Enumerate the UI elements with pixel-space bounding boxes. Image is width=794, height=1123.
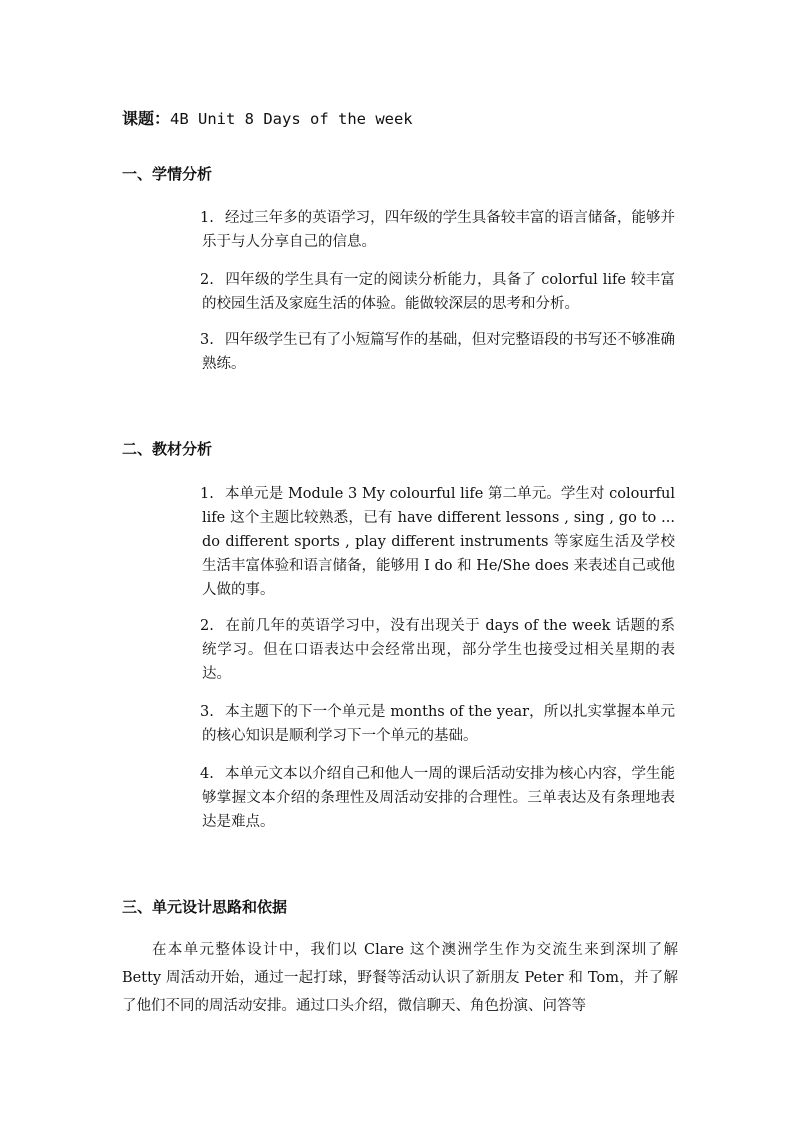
item-text: 经过三年多的英语学习，四年级的学生具备较丰富的语言储备，能够并乐于与人分享自己的信息。 bbox=[202, 210, 675, 250]
item-text: 本主题下的下一个单元是 months of the year，所以扎实掌握本单元的核心知识是顺利学习下一个单元的基础。 bbox=[202, 704, 675, 744]
item-text: 四年级学生已有了小短篇写作的基础，但对完整语段的书写还不够准确熟练。 bbox=[202, 332, 675, 372]
item-number: 2. bbox=[200, 272, 214, 288]
list-item bbox=[175, 206, 675, 254]
list-item bbox=[175, 762, 675, 834]
section-heading-2: 二、教材分析 bbox=[122, 440, 213, 458]
body-paragraph: 在本单元整体设计中，我们以 Clare 这个澳洲学生作为交流生来到深圳了解 Betty 周活动开始，通过一起打球，野餐等活动认识了新朋友 Peter 和 Tom，并了解了他们不同的周活动安排。通过口头介绍，微信聊天、角色扮演、问答等 bbox=[122, 942, 678, 1014]
section-heading-3: 三、单元设计思路和依据 bbox=[122, 898, 288, 916]
item-number: 3. bbox=[200, 332, 214, 348]
item-text: 四年级的学生具有一定的阅读分析能力，具备了 colorful life 较丰富的校园生活及家庭生活的体验。能做较深层的思考和分析。 bbox=[202, 272, 675, 312]
list-item bbox=[175, 328, 675, 376]
section-heading-1: 一、学情分析 bbox=[122, 165, 213, 183]
item-number: 1. bbox=[200, 210, 214, 226]
list-item bbox=[175, 482, 675, 602]
item-text: 本单元文本以介绍自己和他人一周的课后活动安排为核心内容，学生能够掌握文本介绍的条理性及周活动安排的合理性。三单表达及有条理地表达是难点。 bbox=[202, 766, 675, 830]
item-number: 4. bbox=[200, 766, 214, 782]
list-item bbox=[175, 700, 675, 748]
list-item bbox=[175, 614, 675, 686]
item-number: 2. bbox=[200, 618, 214, 634]
item-text: 本单元是 Module 3 My colourful life 第二单元。学生对 colourful life 这个主题比较熟悉，已有 have different lessons , sing , go to ... do different sports , play different instruments 等家庭生活及学校生活丰富体验和语言储备，能够用 I do 和 He/She does 来表述自己或他人做的事。 bbox=[202, 486, 675, 598]
item-text: 在前几年的英语学习中，没有出现关于 days of the week 话题的系统学习。但在口语表达中会经常出现，部分学生也接受过相关星期的表达。 bbox=[202, 618, 675, 682]
list-item bbox=[175, 268, 675, 316]
lesson-title bbox=[122, 106, 413, 129]
title-value: 4B Unit 8 Days of the week bbox=[170, 110, 413, 128]
item-number: 3. bbox=[200, 704, 214, 720]
item-number: 1. bbox=[200, 486, 214, 502]
title-label: 课题： bbox=[122, 109, 171, 128]
